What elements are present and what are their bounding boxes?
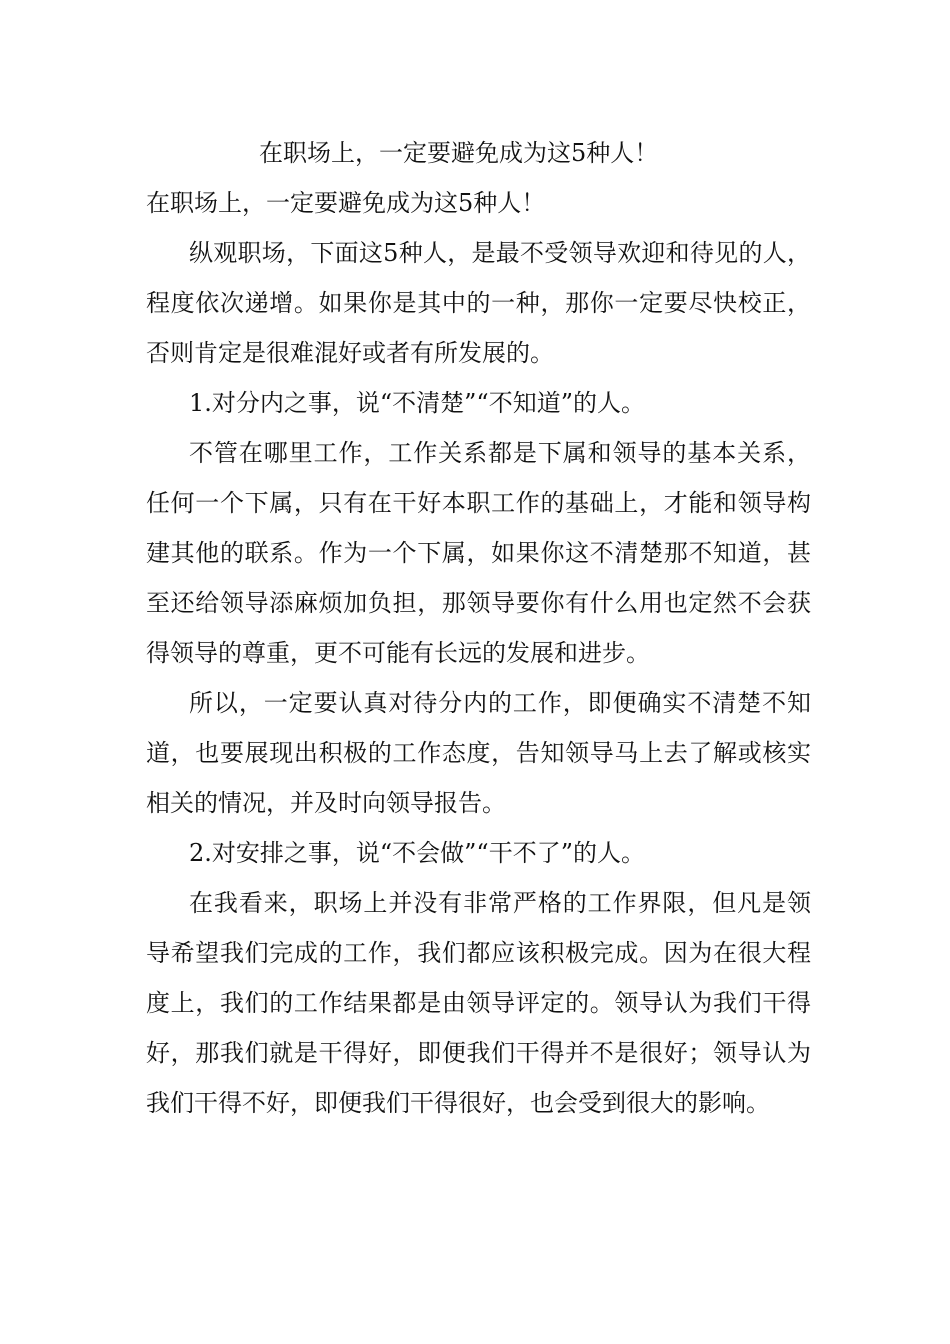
document-title: 在职场上，一定要避免成为这5种人！ bbox=[259, 139, 659, 167]
section-1-paragraph-2: 所以，一定要认真对待分内的工作，即便确实不清楚不知道，也要展现出积极的工作态度，告知领导马上去了解或核实相关的情况，并及时向领导报告。 bbox=[146, 689, 811, 817]
document-body bbox=[146, 128, 811, 1128]
section-heading-1: 1.对分内之事，说“不清楚”“不知道”的人。 bbox=[189, 389, 645, 417]
section-2-paragraph-1: 在我看来，职场上并没有非常严格的工作界限，但凡是领导希望我们完成的工作，我们都应该积极完成。因为在很大程度上，我们的工作结果都是由领导评定的。领导认为我们干得好，那我们就是干得好，即便我们干得并不是很好；领导认为我们干得不好，即便我们干得很好，也会受到很大的影响。 bbox=[146, 889, 811, 1117]
section-1-paragraph-1: 不管在哪里工作，工作关系都是下属和领导的基本关系，任何一个下属，只有在干好本职工作的基础上，才能和领导构建其他的联系。作为一个下属，如果你这不清楚那不知道，甚至还给领导添麻烦加负担，那领导要你有什么用也定然不会获得领导的尊重，更不可能有长远的发展和进步。 bbox=[146, 439, 811, 667]
section-heading-2: 2.对安排之事，说“不会做”“干不了”的人。 bbox=[189, 839, 645, 867]
intro-paragraph: 纵观职场，下面这5种人，是最不受领导欢迎和待见的人，程度依次递增。如果你是其中的一种，那你一定要尽快校正，否则肯定是很难混好或者有所发展的。 bbox=[146, 239, 811, 367]
document-subtitle: 在职场上，一定要避免成为这5种人！ bbox=[146, 189, 546, 217]
